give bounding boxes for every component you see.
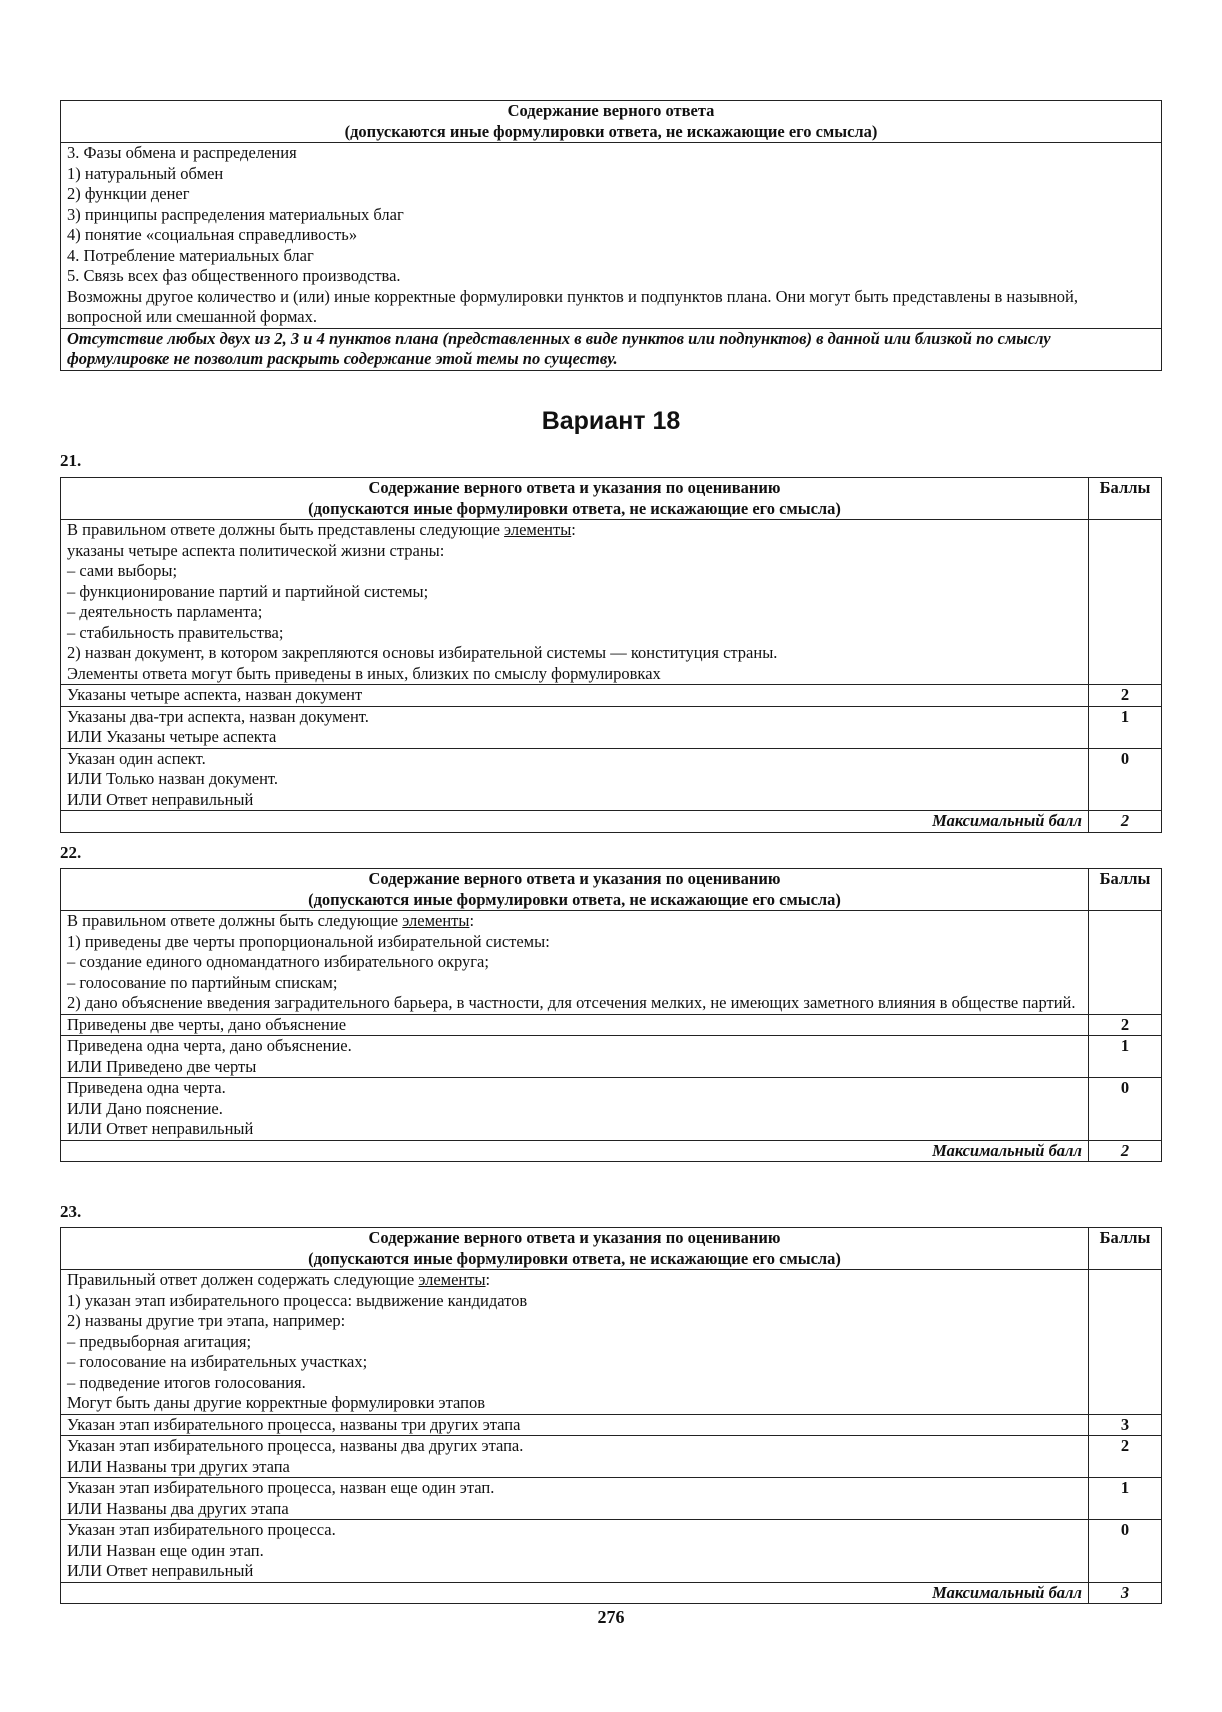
plan-line: 3. Фазы обмена и распределения xyxy=(67,143,297,162)
answer-line: 2) названы другие три этапа, например: xyxy=(67,1311,346,1330)
plan-header-title: Содержание верного ответа xyxy=(507,101,715,120)
question-number-21: 21. xyxy=(60,451,82,470)
answer-line: – создание единого одномандатного избирательного округа; xyxy=(67,952,489,971)
max-score-label: Максимальный балл xyxy=(61,811,1089,833)
criterion-text: Указан этап избирательного процесса, назван еще один этап. ИЛИ Названы два других этапа xyxy=(61,1478,1089,1520)
criterion-text: Приведена одна черта, дано объяснение. ИЛИ Приведено две черты xyxy=(61,1036,1089,1078)
plan-answer-header xyxy=(61,101,1162,143)
criterion-text: Указаны четыре аспекта, назван документ xyxy=(61,685,1089,707)
question-number-23: 23. xyxy=(60,1202,82,1221)
header-subtitle: (допускаются иные формулировки ответа, не искажающие его смысла) xyxy=(308,889,841,909)
answer-line: – сами выборы; xyxy=(67,561,178,580)
header-subtitle: (допускаются иные формулировки ответа, не искажающие его смысла) xyxy=(308,1248,841,1268)
answer-line: Элементы ответа могут быть приведены в иных, близких по смыслу формулировках xyxy=(67,663,661,683)
points-cell-empty xyxy=(1089,520,1162,685)
answer-line: 2) дано объяснение введения заградительного барьера, в частности, для отсечения мелких, не имеющих заметного влияния в обществе партий. xyxy=(67,993,1076,1012)
plan-line: 4) понятие «социальная справедливость» xyxy=(67,225,358,244)
points-cell-empty xyxy=(1089,911,1162,1015)
q21-table xyxy=(60,477,1162,833)
plan-header-subtitle: (допускаются иные формулировки ответа, не искажающие его смысла) xyxy=(344,121,878,141)
q21-answer-elements xyxy=(61,520,1089,685)
q22-header xyxy=(61,869,1089,911)
answer-line: указаны четыре аспекта политической жизни страны: xyxy=(67,540,445,560)
elements-underlined: элементы xyxy=(418,1270,486,1289)
criterion-text: Приведены две черты, дано объяснение xyxy=(61,1014,1089,1036)
q23-answer-elements xyxy=(61,1270,1089,1415)
plan-line: Возможны другое количество и (или) иные корректные формулировки пунктов и подпунктов плана. Они могут быть представлены в назывной, вопросной или смешанной формах. xyxy=(67,286,1083,326)
header-title: Содержание верного ответа и указания по оцениванию xyxy=(368,869,781,888)
points-header: Баллы xyxy=(1089,478,1162,520)
criterion-points: 1 xyxy=(1089,1478,1162,1520)
criterion-points: 2 xyxy=(1089,1436,1162,1478)
intro-line: В правильном ответе должны быть следующие элементы: xyxy=(67,911,475,930)
plan-line: 5. Связь всех фаз общественного производства. xyxy=(67,266,401,285)
intro-line: В правильном ответе должны быть представлены следующие элементы: xyxy=(67,520,576,539)
answer-line: – голосование на избирательных участках; xyxy=(67,1352,368,1371)
elements-underlined: элементы xyxy=(402,911,470,930)
points-cell-empty xyxy=(1089,1270,1162,1415)
criterion-text: Указаны два-три аспекта, назван документ. ИЛИ Указаны четыре аспекта xyxy=(61,706,1089,748)
question-number-22: 22. xyxy=(60,843,82,862)
intro-line: Правильный ответ должен содержать следующие элементы: xyxy=(67,1270,491,1289)
max-score-label: Максимальный балл xyxy=(61,1582,1089,1604)
criterion-points: 3 xyxy=(1089,1414,1162,1436)
answer-line: – подведение итогов голосования. xyxy=(67,1372,306,1392)
q22-table xyxy=(60,868,1162,1162)
plan-line: 4. Потребление материальных благ xyxy=(67,245,314,265)
max-score-value: 2 xyxy=(1089,1140,1162,1162)
plan-line: 1) натуральный обмен xyxy=(67,163,224,183)
q23-header xyxy=(61,1228,1089,1270)
criterion-text: Указан этап избирательного процесса, названы три других этапа xyxy=(61,1414,1089,1436)
answer-line: 1) приведены две черты пропорциональной избирательной системы: xyxy=(67,931,550,951)
header-title: Содержание верного ответа и указания по оцениванию xyxy=(368,478,781,497)
points-header: Баллы xyxy=(1089,1228,1162,1270)
points-header: Баллы xyxy=(1089,869,1162,911)
max-score-label: Максимальный балл xyxy=(61,1140,1089,1162)
criterion-text: Приведена одна черта. ИЛИ Дано пояснение. ИЛИ Ответ неправильный xyxy=(61,1078,1089,1141)
page-number: 276 xyxy=(597,1607,625,1627)
plan-answer-body xyxy=(61,143,1162,329)
answer-line: Могут быть даны другие корректные формулировки этапов xyxy=(67,1393,486,1412)
criterion-points: 1 xyxy=(1089,1036,1162,1078)
answer-line: – деятельность парламента; xyxy=(67,602,263,621)
criterion-points: 0 xyxy=(1089,748,1162,811)
answer-line: – предвыборная агитация; xyxy=(67,1331,252,1351)
variant-title: Вариант 18 xyxy=(541,407,681,435)
q22-answer-elements xyxy=(61,911,1089,1015)
criterion-points: 2 xyxy=(1089,685,1162,707)
q23-table xyxy=(60,1227,1162,1604)
max-score-value: 2 xyxy=(1089,811,1162,833)
criterion-text: Указан этап избирательного процесса. ИЛИ Назван еще один этап. ИЛИ Ответ неправильный xyxy=(61,1520,1089,1583)
elements-underlined: элементы xyxy=(504,520,572,539)
plan-line: 2) функции денег xyxy=(67,184,190,203)
q21-header xyxy=(61,478,1089,520)
answer-line: 1) указан этап избирательного процесса: выдвижение кандидатов xyxy=(67,1290,528,1310)
plan-note: Отсутствие любых двух из 2, 3 и 4 пунктов плана (представленных в виде пунктов или подпунктов) в данной или близкой по смыслу формулировке не позволит раскрыть содержание этой темы по существу. xyxy=(61,328,1162,370)
answer-line: 2) назван документ, в котором закрепляются основы избирательной системы — конституция страны. xyxy=(67,643,778,662)
header-subtitle: (допускаются иные формулировки ответа, не искажающие его смысла) xyxy=(308,498,841,518)
header-title: Содержание верного ответа и указания по оцениванию xyxy=(368,1228,781,1247)
plan-answer-table xyxy=(60,100,1162,371)
plan-line: 3) принципы распределения материальных благ xyxy=(67,204,404,224)
answer-line: – функционирование партий и партийной системы; xyxy=(67,581,429,601)
criterion-text: Указан один аспект. ИЛИ Только назван документ. ИЛИ Ответ неправильный xyxy=(61,748,1089,811)
answer-line: – стабильность правительства; xyxy=(67,622,284,642)
criterion-points: 2 xyxy=(1089,1014,1162,1036)
criterion-points: 1 xyxy=(1089,706,1162,748)
criterion-points: 0 xyxy=(1089,1520,1162,1583)
criterion-points: 0 xyxy=(1089,1078,1162,1141)
answer-line: – голосование по партийным спискам; xyxy=(67,972,338,992)
criterion-text: Указан этап избирательного процесса, названы два других этапа. ИЛИ Названы три других этапа xyxy=(61,1436,1089,1478)
max-score-value: 3 xyxy=(1089,1582,1162,1604)
